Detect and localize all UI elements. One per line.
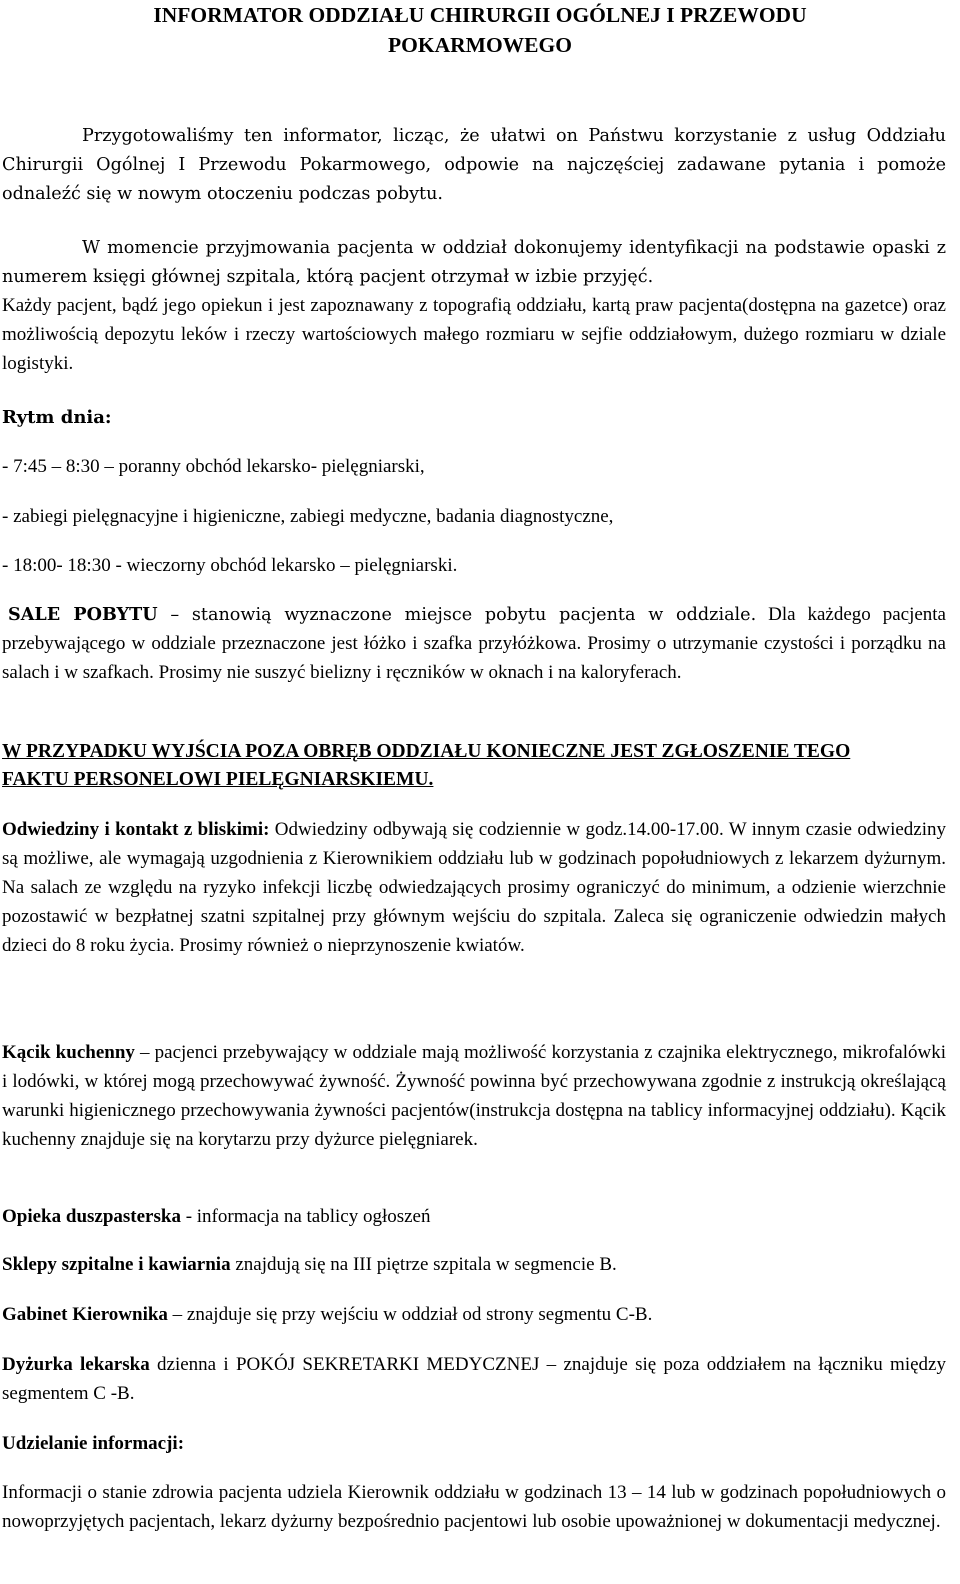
exit-warning: W PRZYPADKU WYJŚCIA POZA OBRĘB ODDZIAŁU KONIECZNE JEST ZGŁOSZENIE TEGO FAKTU PERSONELOWI PIELĘGNIARSKIEMU. [2,741,851,790]
pastoral-text: - informacja na tablicy ogłoszeń [180,1206,431,1227]
schedule-item-1: - 7:45 – 8:30 – poranny obchód lekarsko- pielęgniarski, [2,456,425,477]
visits-text: Odwiedziny odbywają się codziennie w godz.14.00-17.00. W innym czasie odwiedziny są możliwe, ale wymagają uzgodnienia z Kierownikiem oddziału lub w godzinach popołudniowych z lekarzem dyżurnym. Na salach ze względu na ryzyko infekcji liczbę odwiedzających prosimy ograniczyć do minimum, a odzienie wierzchnie pozostawić w bezpłatnej szatni szpitalnej przy głównym wejściu do szpitala. Zaleca się ograniczenie odwiedzin małych dzieci do 8 roku życia. Prosimy również o nieprzynoszenie kwiatów. [2,819,946,956]
office-paragraph [2,1301,946,1330]
schedule-heading: Rytm dnia: [2,407,112,428]
pastoral-label: Opieka duszpasterska [2,1206,181,1227]
kitchen-paragraph [2,1039,946,1155]
schedule-item-3: - 18:00- 18:30 - wieczorny obchód lekarsko – pielęgniarski. [2,555,458,576]
visits-label: Odwiedziny i kontakt z bliskimi: [2,819,270,840]
duty-label: Dyżurka lekarska [2,1354,150,1375]
pastoral-paragraph [2,1203,946,1232]
admission-paragraph-1: W momencie przyjmowania pacjenta w oddział dokonujemy identyfikacji na podstawie opaski z numerem księgi głównej szpitala, którą pacjent otrzymał w izbie przyjęć. [2,238,946,287]
intro-paragraph: Przygotowaliśmy ten informator, licząc, że ułatwi on Państwu korzystanie z usług Oddziału Chirurgii Ogólnej I Przewodu Pokarmowego, odpowie na najczęściej zadawane pytania i pomoże odnaleźć się w nowym otoczeniu podczas pobytu. [2,126,946,204]
office-label: Gabinet Kierownika [2,1304,168,1325]
rooms-label: SALE POBYTU [8,604,158,625]
duty-paragraph [2,1351,946,1409]
shops-label: Sklepy szpitalne i kawiarnia [2,1254,231,1275]
info-heading: Udzielanie informacji: [2,1433,185,1454]
rooms-text-1: – stanowią wyznaczone miejsce pobytu pacjenta w oddziale. [157,605,757,625]
rooms-text-2: Dla każdego pacjenta przebywającego w oddziale przeznaczone jest łóżko i szafka przyłóżkowa. Prosimy o utrzymanie czystości i porządku na salach i w szafkach. Prosimy nie suszyć bielizny i ręczników w oknach i na kaloryferach. [2,604,946,683]
office-text: – znajduje się przy wejściu w oddział od strony segmentu C-B. [167,1304,653,1325]
shops-text: znajdują się na III piętrze szpitala w segmencie B. [230,1254,617,1275]
kitchen-label: Kącik kuchenny [2,1042,135,1063]
schedule-item-2: - zabiegi pielęgnacyjne i higieniczne, zabiegi medyczne, badania diagnostyczne, [2,506,614,527]
kitchen-text: – pacjenci przebywający w oddziale mają możliwość korzystania z czajnika elektrycznego, mikrofalówki i lodówki, w której mogą przechowywać żywność. Żywność powinna być przechowywana zgodnie z instrukcją określającą warunki higienicznego przechowywania żywności pacjentów(instrukcja dostępna na tablicy informacyjnej oddziału). Kącik kuchenny znajduje się na korytarzu przy dyżurce pielęgniarek. [2,1042,946,1150]
admission-paragraph-2: Każdy pacjent, bądź jego opiekun i jest zapoznawany z topografią oddziału, kartą praw pacjenta(dostępna na gazetce) oraz możliwością depozytu leków i rzeczy wartościowych małego rozmiaru w sejfie oddziałowym, dużego rozmiaru w dziale logistyki. [2,295,946,374]
visits-paragraph [2,816,946,961]
document-title [0,0,960,60]
duty-text: dzienna i POKÓJ SEKRETARKI MEDYCZNEJ – znajduje się poza oddziałem na łączniku między segmentem C -B. [2,1354,946,1404]
rooms-paragraph [2,601,946,688]
title-line-1: INFORMATOR ODDZIAŁU CHIRURGII OGÓLNEJ I PRZEWODU [153,3,807,27]
shops-paragraph [2,1251,946,1280]
info-paragraph: Informacji o stanie zdrowia pacjenta udziela Kierownik oddziału w godzinach 13 – 14 lub w godzinach popołudniowych o nowoprzyjętych pacjentach, lekarz dyżurny bezpośrednio pacjentowi lub osobie upoważnionej w dokumentacji medycznej. [2,1482,946,1532]
title-line-2: POKARMOWEGO [388,33,572,57]
